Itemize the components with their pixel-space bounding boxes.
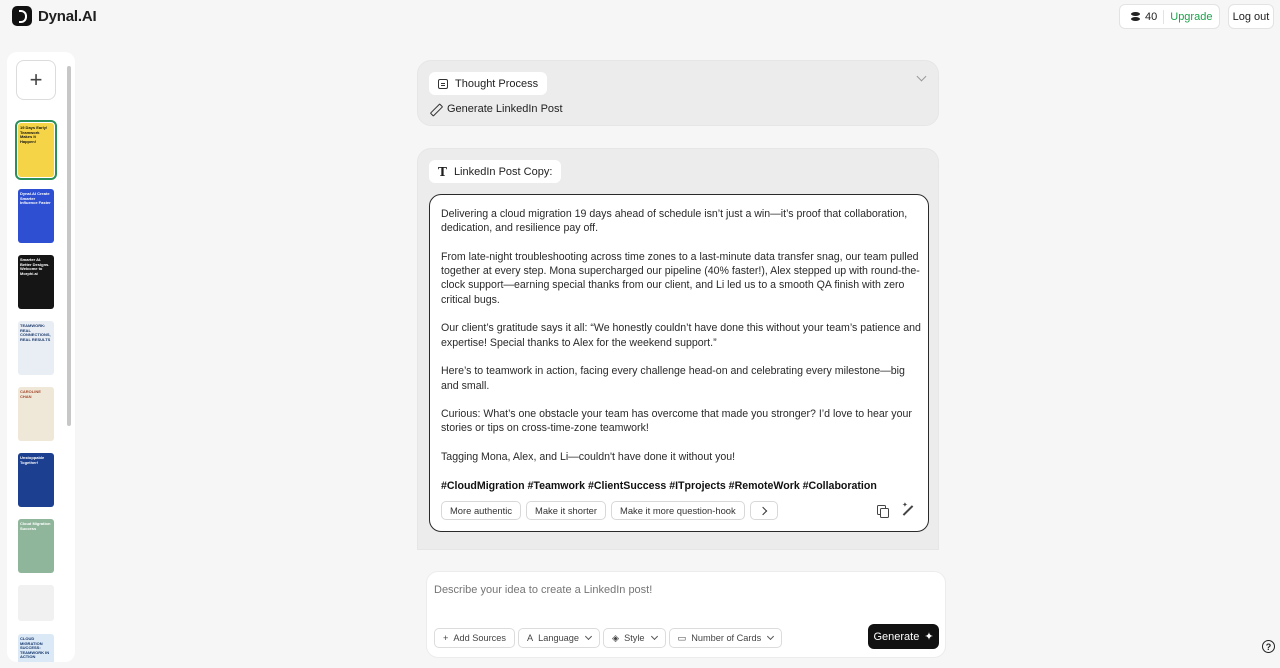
credits-count: 40 [1145, 10, 1158, 23]
composer-options [434, 628, 782, 648]
post-copy-pill [429, 160, 561, 183]
thought-process-pill[interactable] [429, 72, 547, 95]
thought-process-title: Thought Process [455, 77, 539, 90]
number-of-cards-select[interactable] [669, 628, 783, 648]
post-paragraph: Curious: What’s one obstacle your team has overcome that made you stronger? I’d love to hear your stories or tips on cross-time-zone teamwork! [441, 408, 912, 435]
generate-label: Generate [873, 630, 920, 643]
scrollbar-thumb[interactable] [67, 66, 71, 426]
add-sources-label: Add Sources [453, 633, 506, 643]
history-thumbnail[interactable] [18, 585, 54, 621]
thumbnail-caption: CLOUD MIGRATION SUCCESS: TEAMWORK IN ACTION [20, 636, 50, 659]
plus-icon: + [29, 67, 43, 92]
style-label: Style [624, 633, 645, 643]
chip-more-authentic[interactable]: More authentic [441, 501, 521, 520]
post-paragraph: From late-night troubleshooting across time zones to a last-minute data transfer snag, our team pulled together at every step. Mona supercharged our pipeline (40% faster!), Alex stepped up with round-the-clock support—earning special thanks from our client, and Li led us to a smooth QA finish with zero critical bugs. [441, 250, 920, 306]
post-editor[interactable] [429, 194, 929, 532]
post-hashtags: #CloudMigration #Teamwork #ClientSuccess #ITprojects #RemoteWork #Collaboration [441, 479, 877, 492]
new-post-button[interactable] [16, 60, 56, 100]
chevron-down-icon [767, 633, 774, 640]
history-thumbnail[interactable] [18, 519, 54, 573]
suggestion-chips [441, 501, 778, 520]
logout-button[interactable]: Log out [1228, 4, 1274, 29]
chevron-down-icon [650, 633, 657, 640]
app-logo[interactable] [12, 6, 96, 26]
style-select[interactable] [603, 628, 666, 648]
credits-badge [1119, 4, 1220, 29]
pencil-icon [430, 104, 441, 115]
history-thumbnail[interactable] [18, 123, 54, 177]
thumbnail-caption: Dynal.AI Create Smarter Influence Faster [20, 191, 51, 205]
help-icon[interactable]: ? [1262, 640, 1275, 653]
history-sidebar [7, 52, 75, 662]
more-suggestions-button[interactable] [750, 501, 778, 520]
sidebar-scrollbar[interactable] [66, 62, 72, 660]
prompt-composer [426, 571, 946, 658]
language-select[interactable] [518, 628, 600, 648]
chip-question-hook[interactable]: Make it more question-hook [611, 501, 745, 520]
upgrade-link[interactable]: Upgrade [1170, 10, 1213, 23]
document-icon [438, 79, 448, 89]
post-paragraph: Here’s to teamwork in action, facing every challenge head-on and celebrating every milestone—big and small. [441, 365, 905, 392]
chevron-down-icon[interactable] [917, 72, 927, 82]
sparkle-icon: ✦ [924, 631, 934, 643]
post-card [417, 148, 939, 550]
thumbnail-caption: Cloud Migration Success [20, 521, 51, 531]
post-copy-title: LinkedIn Post Copy: [453, 165, 553, 178]
thumbnail-caption: Smarter AI. Better Designs. Welcome to Morphi.ai [20, 257, 50, 276]
app-name: Dynal.AI [38, 7, 97, 25]
post-paragraph: Our client’s gratitude says it all: “We honestly couldn’t have done this without your team’s patience and expertise! Special thanks to Alex for the weekend support.” [441, 322, 921, 349]
history-thumbnail[interactable] [18, 387, 54, 441]
post-paragraph: Tagging Mona, Alex, and Li—couldn't have done it without you! [441, 451, 736, 464]
cards-icon: ▭ [677, 632, 687, 643]
history-thumbnail[interactable] [18, 255, 54, 309]
thumbnail-caption: CAROLINE CHAN [20, 389, 41, 399]
add-sources-button[interactable] [434, 628, 515, 648]
coins-icon [1131, 12, 1140, 21]
thumbnail-caption: Unstoppable Together! [20, 455, 45, 465]
magic-wand-icon[interactable] [902, 504, 914, 516]
chevron-down-icon [585, 633, 592, 640]
palette-icon: ◈ [612, 632, 620, 643]
divider [1163, 10, 1164, 24]
cards-label: Number of Cards [691, 633, 762, 643]
history-thumbnail[interactable] [18, 189, 54, 243]
copy-icon[interactable] [877, 505, 887, 516]
prompt-input[interactable] [434, 584, 934, 596]
plus-icon: + [443, 633, 449, 643]
thought-process-card [417, 60, 939, 126]
history-thumbnail[interactable] [18, 634, 54, 662]
thought-step-label: Generate LinkedIn Post [447, 103, 563, 115]
language-label: Language [538, 633, 580, 643]
history-thumbnail[interactable] [18, 453, 54, 507]
history-thumbnail[interactable] [18, 321, 54, 375]
translate-icon: A [526, 633, 534, 643]
thumbnail-caption: TEAMWORK: REAL CONNECTIONS, REAL RESULTS [20, 323, 51, 342]
post-paragraph: Delivering a cloud migration 19 days ahead of schedule isn’t just a win—it’s proof that collaboration, dedication, and resilience pay off. [441, 208, 908, 235]
generate-button[interactable] [868, 624, 939, 649]
post-text[interactable] [441, 207, 921, 493]
text-icon: T [438, 164, 447, 179]
logo-icon [12, 6, 32, 26]
chip-make-shorter[interactable]: Make it shorter [526, 501, 606, 520]
thumbnail-caption: 19 Days Early! Teamwork Makes It Happen! [20, 125, 48, 144]
chevron-right-icon [758, 506, 766, 514]
thought-step [430, 103, 563, 115]
